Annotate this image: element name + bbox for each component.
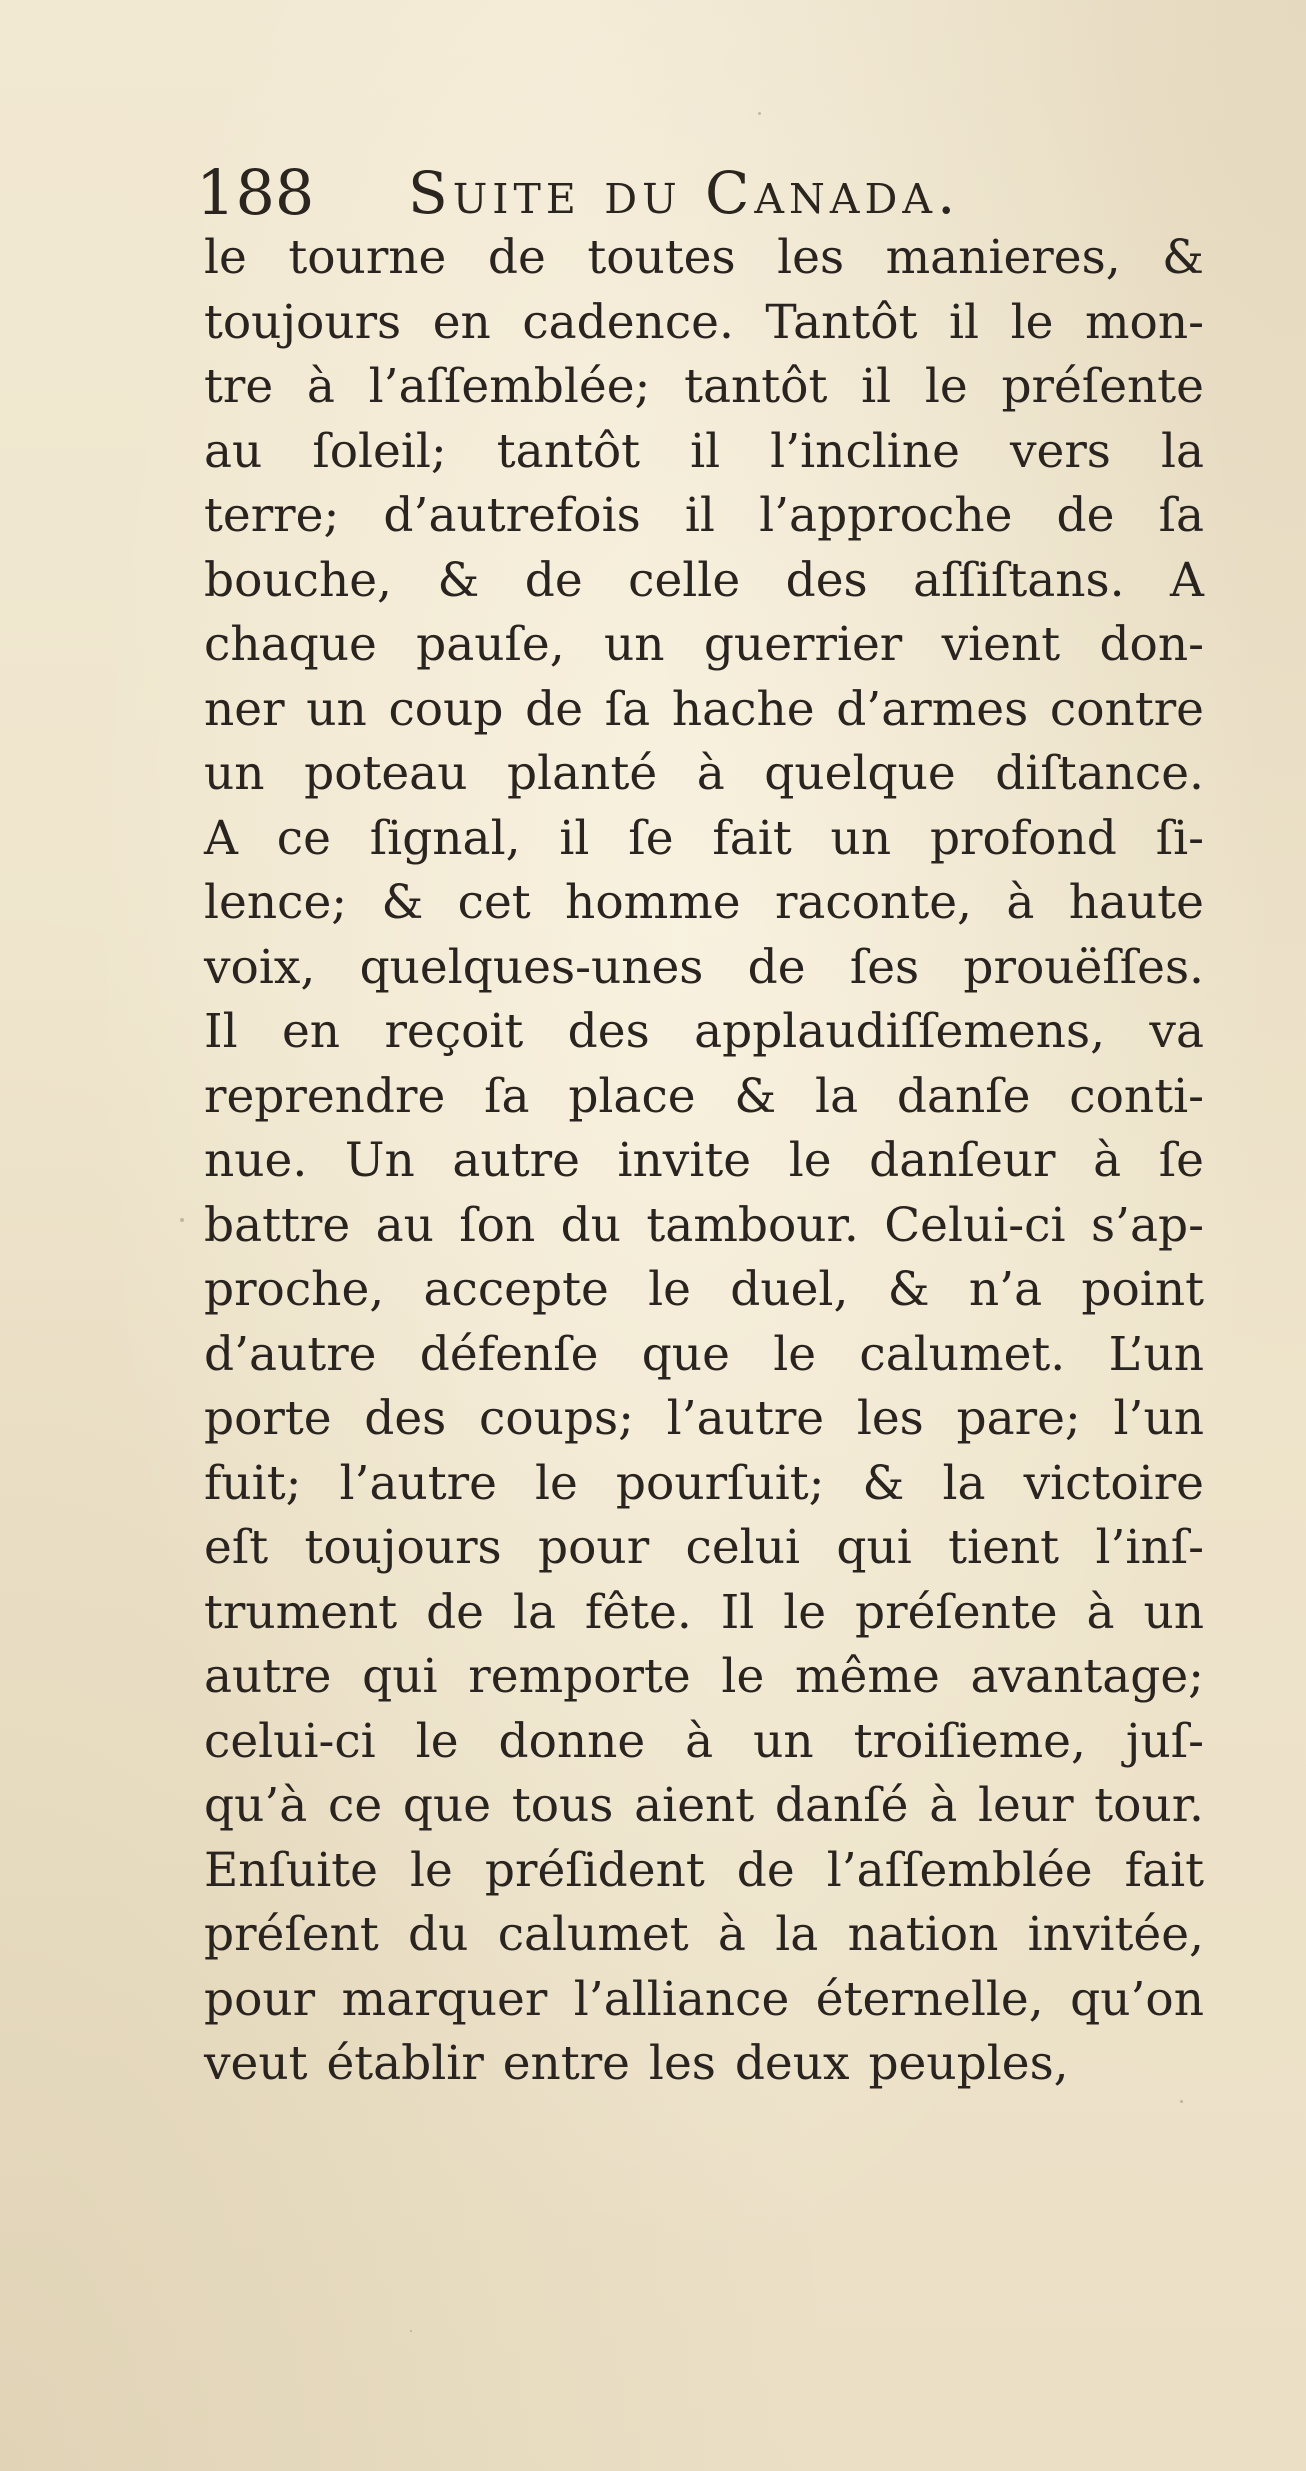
running-head-title: Suite du Canada. bbox=[408, 159, 961, 227]
text-line: un poteau planté à quelque diſtance. bbox=[204, 746, 1204, 801]
text-line: pour marquer l’alliance éternelle, qu’on bbox=[204, 1971, 1204, 2027]
text-line: lence; & cet homme raconte, à haute bbox=[204, 875, 1204, 930]
text-line: le tourne de toutes les manieres, & bbox=[204, 230, 1204, 285]
body-text bbox=[204, 226, 1204, 2097]
text-line: reprendre ſa place & la danſe conti- bbox=[204, 1068, 1204, 1124]
paper-speck bbox=[180, 1218, 184, 1222]
paper-speck bbox=[758, 112, 761, 115]
text-line: A ce ſignal, il ſe fait un profond ſi- bbox=[204, 810, 1204, 866]
text-line: voix, quelques-unes de ſes prouëſſes. bbox=[204, 939, 1204, 995]
text-line: veut établir entre les deux peuples, bbox=[204, 2036, 1069, 2091]
text-line: celui-ci le donne à un troiſieme, juſ- bbox=[204, 1713, 1204, 1769]
paper-speck bbox=[1180, 2100, 1183, 2103]
text-line: tre à l’aſſemblée; tantôt il le préſente bbox=[204, 359, 1204, 414]
text-line: bouche, & de celle des aſſiſtans. A bbox=[204, 552, 1204, 608]
text-line: Enſuite le préſident de l’aſſemblée fait bbox=[204, 1842, 1204, 1898]
text-line: autre qui remporte le même avantage; bbox=[204, 1649, 1204, 1704]
text-line: d’autre défenſe que le calumet. L’un bbox=[204, 1326, 1204, 1382]
text-line: trument de la fête. Il le préſente à un bbox=[204, 1584, 1204, 1640]
text-line: chaque pauſe, un guerrier vient don- bbox=[204, 617, 1204, 672]
text-line: eſt toujours pour celui qui tient l’inſ- bbox=[204, 1520, 1204, 1575]
text-line: toujours en cadence. Tantôt il le mon- bbox=[204, 294, 1204, 350]
page-number: 188 bbox=[196, 156, 315, 229]
text-line: terre; d’autrefois il l’approche de ſa bbox=[204, 488, 1204, 543]
running-head bbox=[196, 148, 1196, 238]
text-line: préſent du calumet à la nation invitée, bbox=[204, 1907, 1204, 1962]
paper-speck bbox=[410, 2330, 412, 2332]
text-line: ner un coup de ſa hache d’armes contre bbox=[204, 681, 1204, 737]
text-line: battre au ſon du tambour. Celui-ci s’ap- bbox=[204, 1197, 1204, 1253]
text-line: proche, accepte le duel, & n’a point bbox=[204, 1262, 1204, 1317]
text-line: qu’à ce que tous aient danſé à leur tour. bbox=[204, 1778, 1204, 1833]
text-line: fuit; l’autre le pourſuit; & la victoire bbox=[204, 1455, 1204, 1511]
text-line: porte des coups; l’autre les pare; l’un bbox=[204, 1391, 1204, 1446]
text-line: nue. Un autre invite le danſeur à ſe bbox=[204, 1133, 1204, 1188]
text-line: au ſoleil; tantôt il l’incline vers la bbox=[204, 423, 1204, 479]
text-line: Il en reçoit des applaudiſſemens, va bbox=[204, 1004, 1204, 1059]
